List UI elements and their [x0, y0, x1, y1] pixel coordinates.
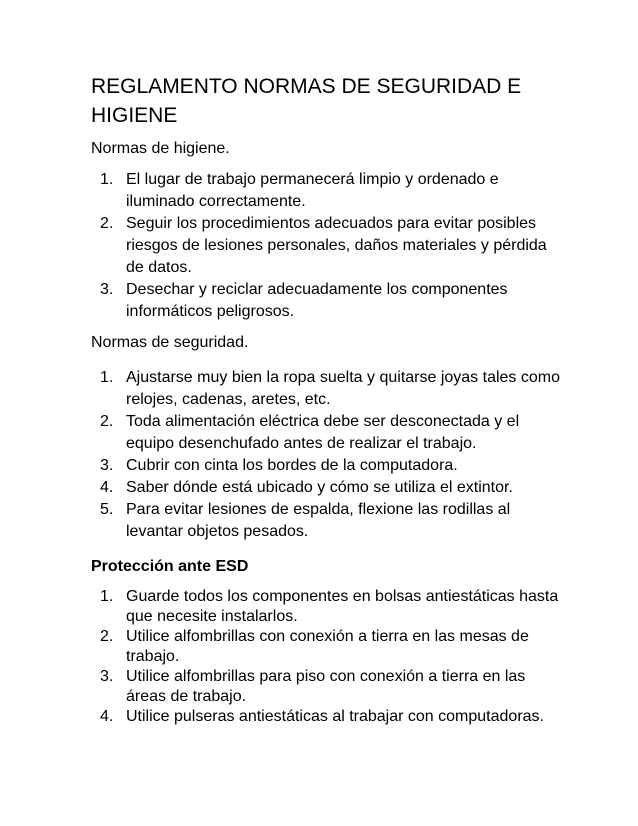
safety-rules-list — [91, 367, 561, 543]
list-item-text: Utilice pulseras antiestáticas al trabajar con computadoras. — [126, 708, 544, 725]
list-item — [91, 213, 561, 279]
list-item-number: 2. — [100, 628, 114, 645]
section-heading-hygiene: Normas de higiene. — [91, 140, 230, 157]
list-item-number: 2. — [100, 215, 114, 232]
list-item — [91, 707, 561, 727]
list-item-number: 4. — [100, 479, 114, 496]
section-esd-protection — [91, 556, 561, 727]
list-item-number: 2. — [100, 413, 114, 430]
section-safety — [91, 332, 561, 543]
list-item — [91, 477, 561, 499]
list-item-text: El lugar de trabajo permanecerá limpio y ordenado e iluminado correctamente. — [126, 171, 499, 210]
list-item-number: 3. — [100, 281, 114, 298]
esd-rules-list — [91, 587, 561, 727]
list-item — [91, 367, 561, 411]
list-item-text: Seguir los procedimientos adecuados para evitar posibles riesgos de lesiones personales, daños materiales y pérdida de datos. — [126, 215, 547, 276]
list-item-text: Cubrir con cinta los bordes de la computadora. — [126, 457, 458, 474]
list-item — [91, 411, 561, 455]
section-heading-esd: Protección ante ESD — [91, 558, 249, 575]
document-title-line-2: HIGIENE — [91, 104, 178, 127]
list-item — [91, 455, 561, 477]
list-item-number: 4. — [100, 708, 114, 725]
list-item — [91, 499, 561, 543]
hygiene-rules-list — [91, 169, 561, 323]
list-item-number: 5. — [100, 501, 114, 518]
list-item-number: 1. — [100, 171, 114, 188]
list-item-number: 3. — [100, 457, 114, 474]
list-item-text: Saber dónde está ubicado y cómo se utiliza el extintor. — [126, 479, 513, 496]
list-item — [91, 587, 561, 627]
list-item-text: Guarde todos los componentes en bolsas antiestáticas hasta que necesite instalarlos. — [126, 588, 559, 625]
list-item — [91, 627, 561, 667]
section-heading-safety: Normas de seguridad. — [91, 334, 249, 351]
section-hygiene — [91, 138, 561, 323]
list-item — [91, 169, 561, 213]
list-item-text: Para evitar lesiones de espalda, flexione las rodillas al levantar objetos pesados. — [126, 501, 511, 540]
list-item — [91, 667, 561, 707]
list-item-text: Utilice alfombrillas para piso con conexión a tierra en las áreas de trabajo. — [126, 668, 526, 705]
document-page — [91, 72, 561, 727]
list-item-text: Utilice alfombrillas con conexión a tierra en las mesas de trabajo. — [126, 628, 529, 665]
document-title — [91, 72, 561, 130]
list-item-text: Toda alimentación eléctrica debe ser desconectada y el equipo desenchufado antes de realizar el trabajo. — [126, 413, 520, 452]
list-item-number: 3. — [100, 668, 114, 685]
list-item — [91, 279, 561, 323]
list-item-number: 1. — [100, 369, 114, 386]
list-item-number: 1. — [100, 588, 114, 605]
list-item-text: Ajustarse muy bien la ropa suelta y quitarse joyas tales como relojes, cadenas, aretes, etc. — [126, 369, 560, 408]
document-title-line-1: REGLAMENTO NORMAS DE SEGURIDAD E — [91, 75, 522, 98]
list-item-text: Desechar y reciclar adecuadamente los componentes informáticos peligrosos. — [126, 281, 508, 320]
